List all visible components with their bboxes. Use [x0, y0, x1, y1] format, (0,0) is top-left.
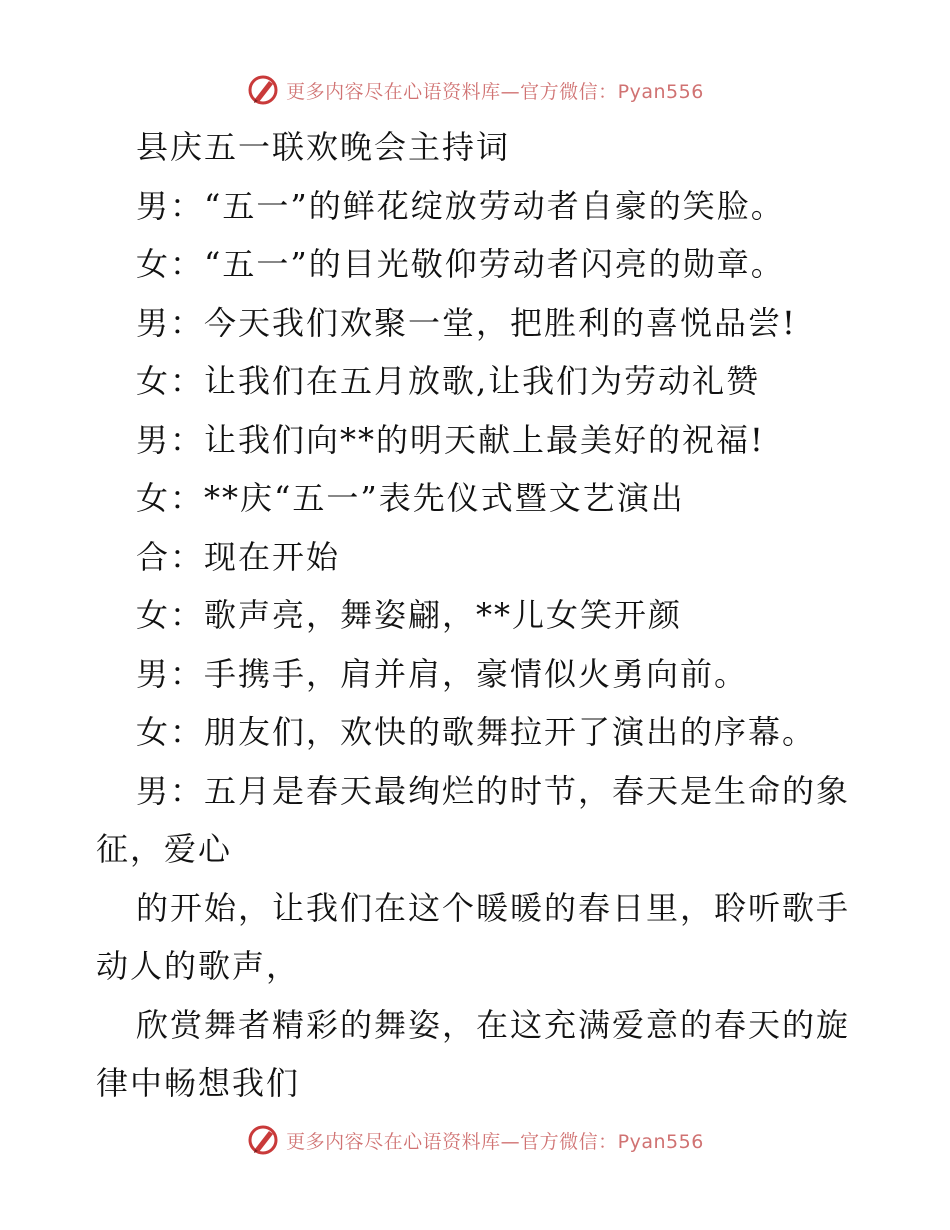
- text-line: 男：五月是春天最绚烂的时节，春天是生命的象: [136, 771, 851, 810]
- text-line: 女：朋友们，欢快的歌舞拉开了演出的序幕。: [136, 713, 817, 751]
- text-line: 男：手携手，肩并肩，豪情似火勇向前。: [136, 654, 749, 693]
- header-watermark: [0, 70, 950, 110]
- watermark-text: 更多内容尽在心语资料库—官方微信：Pyan556: [286, 1130, 704, 1153]
- text-line: 女：**庆“五一”表先仪式暨文艺演出: [136, 479, 685, 517]
- text-line: 县庆五一联欢晚会主持词: [136, 128, 511, 166]
- text-line: 动人的歌声，: [96, 947, 301, 985]
- text-line: 男：让我们向**的明天献上最美好的祝福!: [136, 420, 765, 459]
- watermark-text: 更多内容尽在心语资料库—官方微信：Pyan556: [286, 80, 704, 103]
- text-line: 男：“五一”的鲜花绽放劳动者自豪的笑脸。: [136, 186, 785, 225]
- text-line: 欣赏舞者精彩的舞姿，在这充满爱意的春天的旋: [136, 1005, 851, 1044]
- text-line: 女：“五一”的目光敬仰劳动者闪亮的勋章。: [136, 245, 785, 283]
- text-line: 征，爱心: [96, 830, 233, 868]
- text-line: 的开始，让我们在这个暖暖的春日里，聆听歌手: [136, 888, 851, 927]
- document-body: [96, 118, 856, 1113]
- text-line: 律中畅想我们: [96, 1064, 301, 1102]
- text-line: 女：歌声亮，舞姿翩，**儿女笑开颜: [136, 596, 683, 634]
- text-line: 男：今天我们欢聚一堂，把胜利的喜悦品尝!: [136, 303, 797, 342]
- pen-logo-icon: [246, 1123, 280, 1157]
- pen-logo-icon: [246, 73, 280, 107]
- text-line: 合：现在开始: [136, 537, 341, 576]
- text-line: 女：让我们在五月放歌,让我们为劳动礼赞: [136, 362, 761, 400]
- footer-watermark: [0, 1120, 950, 1160]
